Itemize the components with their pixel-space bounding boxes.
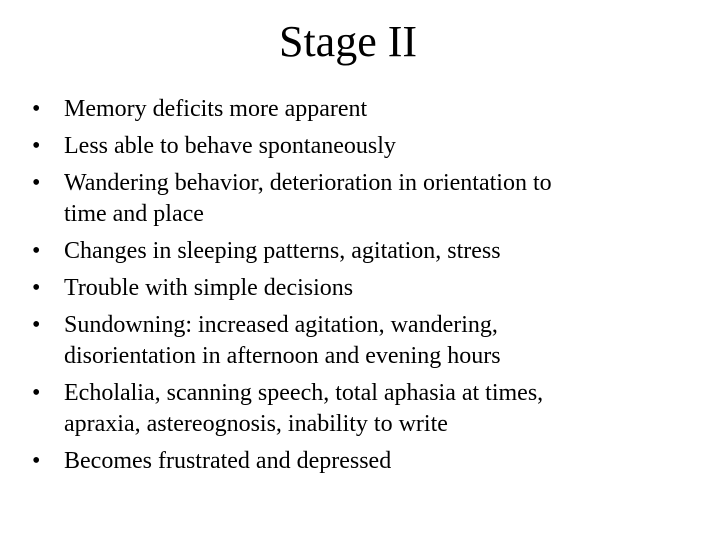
bullet-text: Less able to behave spontaneously [64,133,396,159]
bullet-text: Becomes frustrated and depressed [64,448,392,474]
bullet-dot-icon: • [32,312,41,338]
bullet-dot-icon: • [32,380,41,406]
bullet-text: Wandering behavior, deterioration in orientation to [64,170,552,196]
slide-title: Stage II [278,17,418,66]
bullet-item [32,166,692,231]
bullet-dot-icon: • [32,448,41,474]
bullet-item [32,92,692,126]
bullet-text: Echolalia, scanning speech, total aphasia at times, [64,380,544,406]
bullet-dot-icon: • [32,96,41,122]
bullet-text: Sundowning: increased agitation, wandering, [64,312,498,338]
bullet-text: Memory deficits more apparent [64,96,368,122]
bullet-text-continuation: disorientation in afternoon and evening hours [64,343,501,369]
bullet-text-continuation: apraxia, astereognosis, inability to write [64,411,448,437]
bullet-text: Changes in sleeping patterns, agitation, stress [64,238,501,264]
bullet-item [32,308,692,373]
bullet-dot-icon: • [32,238,41,264]
bullet-dot-icon: • [32,133,41,159]
bullet-item [32,129,692,163]
bullet-text-continuation: time and place [64,201,204,227]
bullet-item [32,271,692,305]
bullet-item [32,376,692,441]
bullet-list [32,92,692,481]
bullet-item [32,234,692,268]
bullet-dot-icon: • [32,275,41,301]
bullet-text: Trouble with simple decisions [64,275,354,301]
bullet-dot-icon: • [32,170,41,196]
bullet-item [32,444,692,478]
